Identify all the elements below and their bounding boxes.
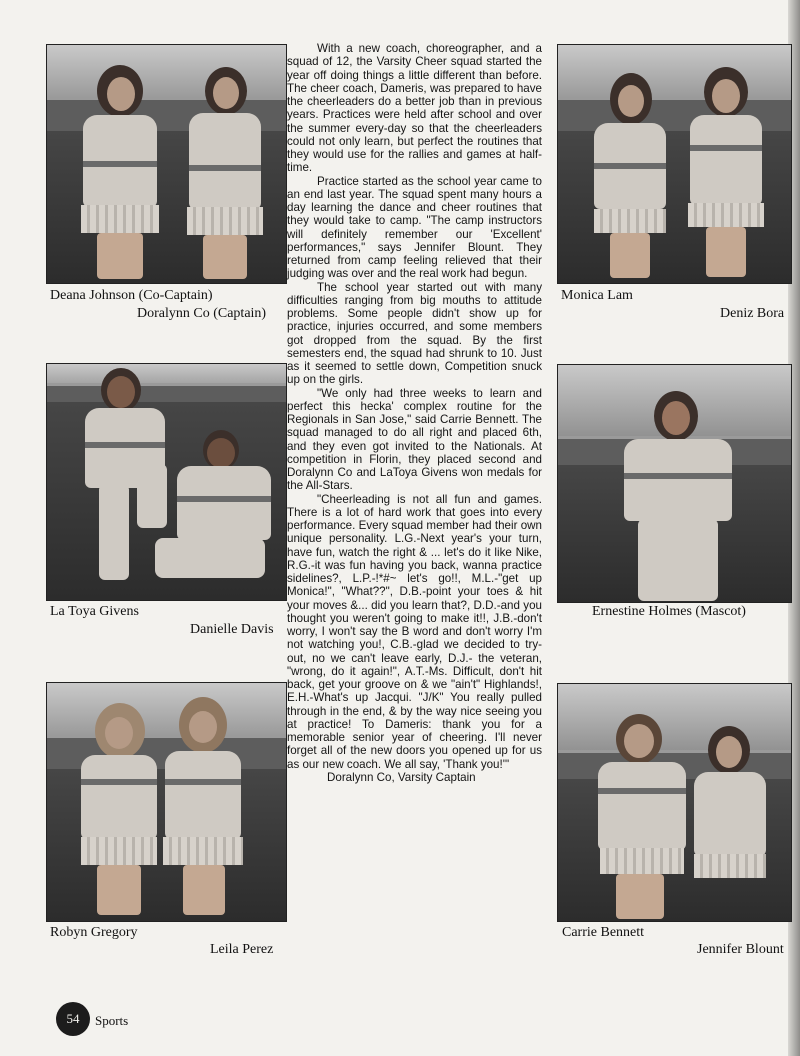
photo-3-caption-1: La Toya Givens [50,604,139,619]
article-paragraph: The school year started out with many difficulties ranging from big mouths to attitude problems. Some people didn't show up for practice, injuries occurred, and some members got dropped from the squad. By the first semesters end, the squad had shrunk to 10. Just as it seemed to settle down, Competition snuck up on the girls. [287,280,542,387]
article-signature: Doralynn Co, Varsity Captain [327,770,476,784]
cheer-photo-1 [46,44,287,284]
cheer-photo-3 [46,363,287,601]
photo-1-caption-2: Doralynn Co (Captain) [137,306,267,321]
section-label: Sports [95,1013,129,1028]
cheer-photo-5 [46,682,287,922]
article-paragraph: With a new coach, choreographer, and a squad of 12, the Varsity Cheer squad started the year off doing things a little different than before. The cheer coach, Dameris, was prepared to have the cheerleaders do a better job than in previous years. Practices were held after school and over the summer every-day so that the cheerleaders could not only learn, but perfect the routines that they would use for the rallies and games at half-time. [287,42,542,175]
article-paragraph: "Cheerleading is not all fun and games. There is a lot of hard work that goes into every performance. Every squad member had their own unique personality. L.G.-Next year's your turn, have fun, watch the right & ... let's do it like Nike, R.G.-it was fun having you back, wanna practice sidelines?, L.P.-!*#~ let's go!!, M.L.-"get up Monica!", "What??", D.B.-point your toes & hit your moves &... did you learn that?, D.D.-and you thought you weren't going to make it!!, J.B.-don't worry, I won't say the B word and don't worry I'm not watching you!, C.B.-glad we decided to try-out, no we can't leave early, D.J.- the veteran, "wrong, do it again!", A.T.-Ms. Difficult, don't hit back, get your groove on & we "ain't" Highlands!, E.H.-What's up Jacqui. "J/K" You really pulled through in the end, & by the way nice seeing you at practice! To Dameris: thank you for a memorable senior year of cheering. I'll never forget all of the new doors you opened up for us as our new coach. We all say, 'Thank you!'" [287,492,542,771]
photo-2-caption-2: Deniz Bora [720,306,785,321]
photo-5-caption-1: Robyn Gregory [50,925,138,940]
photo-5-caption-2: Leila Perez [210,942,274,957]
cheer-photo-6 [557,683,792,922]
cheer-photo-4 [557,364,792,603]
photo-1-caption-1: Deana Johnson (Co-Captain) [50,288,213,303]
photo-2-caption-1: Monica Lam [561,288,633,303]
photo-6-caption-1: Carrie Bennett [562,925,645,940]
photo-6-caption-2: Jennifer Blount [697,942,784,957]
article-text [287,42,542,784]
article-paragraph: Practice started as the school year came to an end last year. The squad spent many hours a day learning the dance and cheer routines that they would take to camp. "The camp instructors will definitely remember our 'Excellent' performances," says Jennifer Blount. They returned from camp feeling relieved that their judging was over and the real work had begun. [287,174,542,281]
article-paragraph: "We only had three weeks to learn and perfect this hecka' complex routine for the Regionals in San Jose," said Carrie Bennett. The squad managed to do all right and placed 6th, and they even got invited to the Nationals. At competition in Florin, they placed second and Doralynn Co and LaToya Givens won medals for the All-Stars. [287,386,542,493]
photo-3-caption-2: Danielle Davis [190,622,274,637]
photo-4-caption-1: Ernestine Holmes (Mascot) [592,604,746,619]
cheer-photo-2 [557,44,792,284]
page-number: 54 [56,1002,90,1036]
